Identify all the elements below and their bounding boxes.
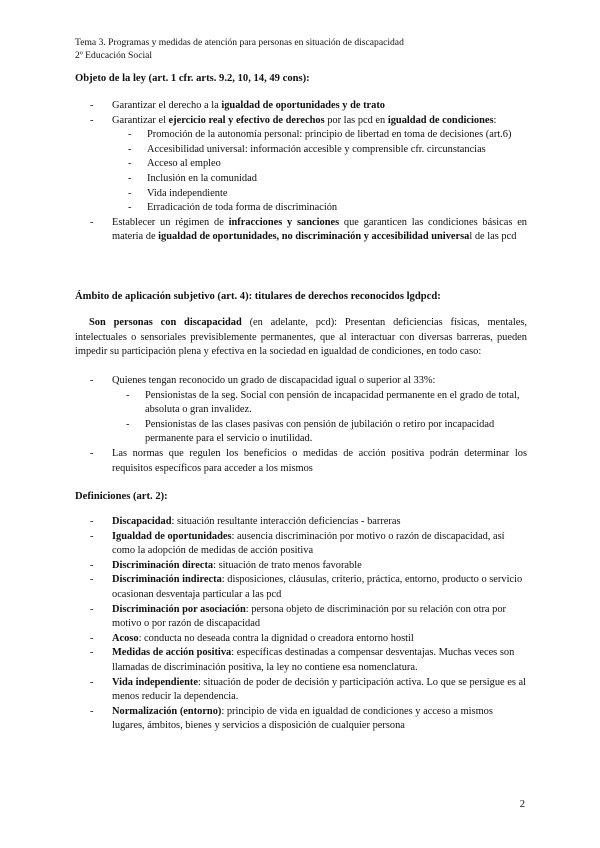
list-dash: - [90, 530, 94, 542]
definition-term: Normalización (entorno) [112, 705, 222, 717]
section-objeto-list [75, 99, 527, 245]
definition-term: Medidas de acción positiva [112, 647, 232, 659]
definition-term: Discapacidad [112, 516, 172, 527]
definition-term: Igualdad de oportunidades [112, 530, 232, 542]
sub-list-item: - Acceso al empleo [75, 157, 527, 172]
definition-term: Acoso [112, 632, 139, 644]
list-dash: - [128, 129, 132, 141]
definition-item: - Discriminación por asociación: persona objeto de discriminación por su relación con otra por motivo o por razón de discapacidad [75, 603, 527, 632]
sub-list-item: - Vida independiente [75, 187, 527, 202]
list-dash: - [128, 202, 132, 214]
list-item: - Las normas que regulen los beneficios o medidas de acción positiva podrán determinar los requisitos específicos para acceder a los mismos [75, 447, 527, 476]
list-dash: - [128, 143, 132, 155]
header-program: 2º Educación Social [75, 50, 153, 61]
sub-list-item: - Inclusión en la comunidad [75, 172, 527, 187]
list-dash: - [126, 389, 130, 401]
list-dash: - [90, 632, 94, 644]
list-dash: - [126, 418, 130, 430]
sub-list-item: - Pensionistas de las clases pasivas con pensión de jubilación o retiro por incapacidad permanente para el servicio o inutilidad. [75, 418, 527, 447]
list-dash: - [90, 516, 94, 527]
sub-list-item: - Accesibilidad universal: información accesible y comprensible cfr. circunstancias [75, 143, 527, 158]
list-item: - Quienes tengan reconocido un grado de discapacidad igual o superior al 33%: [75, 374, 527, 389]
list-item: - Garantizar el ejercicio real y efectivo de derechos por las pcd en igualdad de condiciones: [75, 114, 527, 129]
section-objeto-title: Objeto de la ley (art. 1 cfr. arts. 9.2, 10, 14, 49 cons): [75, 73, 310, 84]
sub-list-item: - Pensionistas de la seg. Social con pensión de incapacidad permanente en el grado de total, absoluta o gran invalidez. [75, 389, 527, 418]
section-ambito-title: Ámbito de aplicación subjetivo (art. 4): titulares de derechos reconocidos lgdpcd: [75, 291, 441, 302]
list-dash: - [90, 114, 94, 126]
pcd-definition-paragraph: Son personas con discapacidad (en adelante, pcd): Presentan deficiencias físicas, mentales, intelectuales o sensoriales previsiblemente permanentes, que al interactuar con diversas barreras, pueden impedir su participación plena y efectiva en la sociedad en igualdad de condiciones, en todo caso: [75, 317, 527, 358]
definition-item: - Normalización (entorno): principio de vida en igualdad de condiciones y acceso a mismos lugares, ámbitos, bienes y servicios a disposición de cualquier persona [75, 705, 527, 734]
definition-item: - Vida independiente: situación de poder de decisión y participación activa. Lo que se persigue es al menos reducir la dependencia. [75, 676, 527, 705]
header-course-title: Tema 3. Programas y medidas de atención para personas en situación de discapacidad [75, 37, 404, 48]
list-item: - Garantizar el derecho a la igualdad de oportunidades y de trato [75, 99, 527, 114]
list-dash: - [90, 676, 94, 688]
list-dash: - [128, 158, 132, 170]
list-dash: - [90, 705, 94, 717]
definition-item: - Discriminación directa: situación de trato menos favorable [75, 559, 527, 574]
list-dash: - [90, 375, 94, 386]
section-ambito-list [75, 374, 527, 476]
section-definiciones-title: Definiciones (art. 2): [75, 491, 168, 502]
list-dash: - [90, 603, 94, 615]
list-dash: - [90, 647, 94, 659]
list-dash: - [90, 574, 94, 586]
sub-list-item: - Erradicación de toda forma de discriminación [75, 201, 527, 216]
list-dash: - [90, 447, 94, 459]
definition-term: Discriminación directa [112, 559, 214, 571]
sub-list-item: - Promoción de la autonomía personal: principio de libertad en toma de decisiones (art.6) [75, 128, 527, 143]
list-item: - Establecer un régimen de infracciones y sanciones que garanticen las condiciones básicas en materia de igualdad de oportunidades, no discriminación y accesibilidad universal de las pcd [75, 216, 527, 245]
definition-item: - Discapacidad: situación resultante interacción deficiencias - barreras [75, 515, 527, 530]
list-dash: - [128, 187, 132, 199]
list-dash: - [90, 216, 94, 228]
definition-term: Discriminación por asociación [112, 603, 246, 615]
definition-item: - Discriminación indirecta: disposiciones, cláusulas, criterio, práctica, entorno, producto o servicio ocasionan desventaja particular a las pcd [75, 573, 527, 602]
definitions-list [75, 515, 527, 734]
definition-term: Vida independiente [112, 676, 198, 688]
definition-item: - Medidas de acción positiva: específicas destinadas a compensar desventajas. Muchas veces son llamadas de discriminación positiva, la ley no contiene esa nomenclatura. [75, 646, 527, 675]
definition-item: - Acoso: conducta no deseada contra la dignidad o creadora entorno hostil [75, 632, 527, 647]
list-dash: - [90, 100, 94, 111]
list-dash: - [128, 172, 132, 184]
definition-term: Discriminación indirecta [112, 574, 222, 586]
running-header [75, 36, 404, 62]
list-dash: - [90, 559, 94, 571]
page-number: 2 [519, 799, 525, 810]
definition-item: - Igualdad de oportunidades: ausencia discriminación por motivo o razón de discapacidad, así como la adopción de medidas de acción positiva [75, 530, 527, 559]
